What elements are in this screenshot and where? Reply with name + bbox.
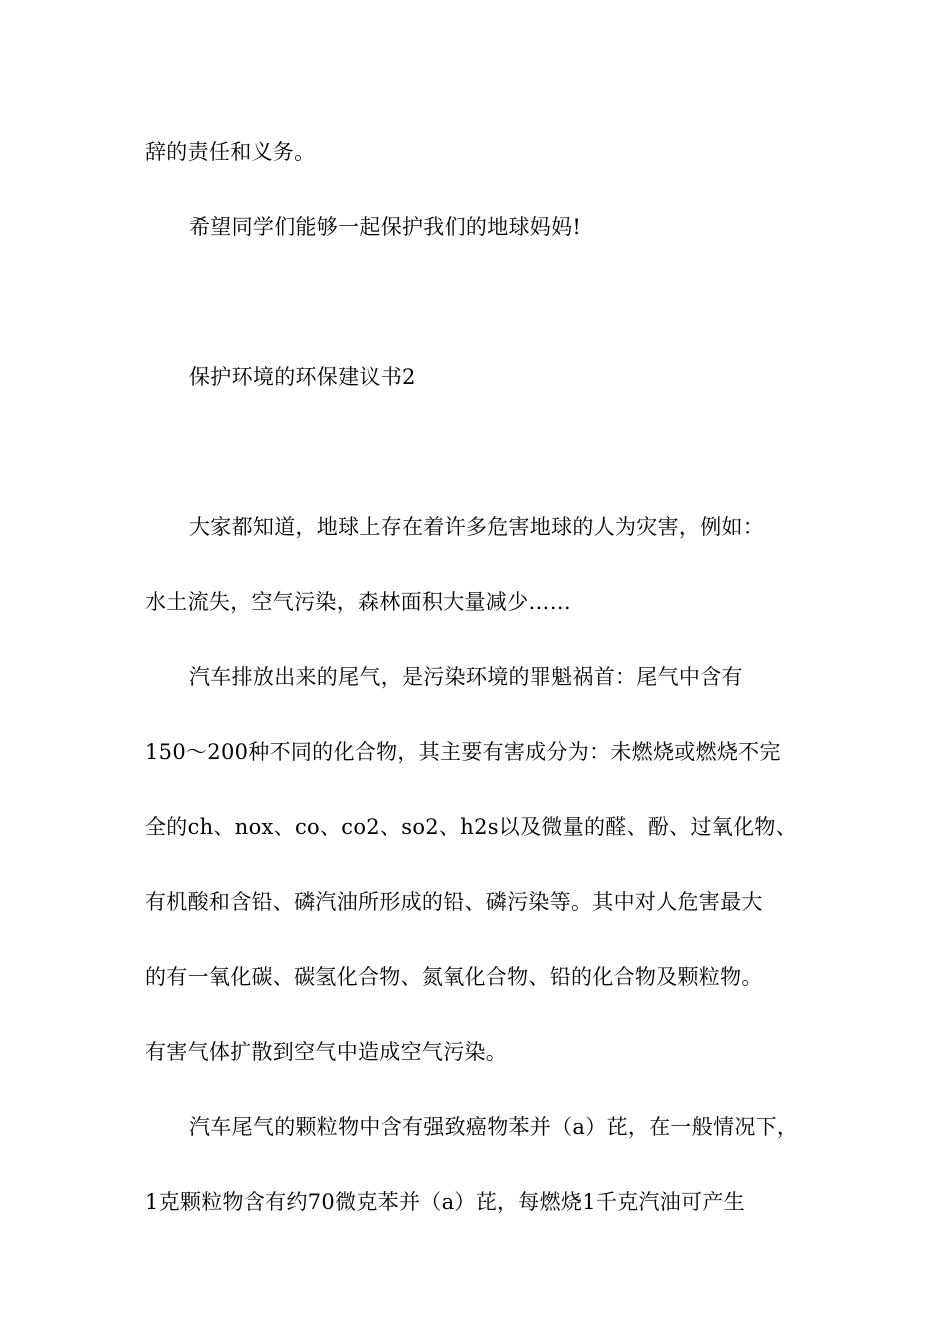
text-line-3: 大家都知道，地球上存在着许多危害地球的人为灾害，例如： [189,515,765,539]
text-line-4: 水土流失，空气污染，森林面积大量减少…… [145,590,571,614]
text-line-8: 有机酸和含铅、磷汽油所形成的铅、磷污染等。其中对人危害最大 [145,890,763,914]
text-line-1: 辞的责任和义务。 [145,140,316,164]
text-line-6: 150～200种不同的化合物，其主要有害成分为：未燃烧或燃烧不完 [145,740,781,764]
text-line-7: 全的ch、nox、co、co2、so2、h2s以及微量的醛、酚、过氧化物、 [145,815,798,839]
text-line-5: 汽车排放出来的尾气，是污染环境的罪魁祸首：尾气中含有 [189,665,743,689]
section-heading: 保护环境的环保建议书2 [189,365,416,389]
text-line-10: 有害气体扩散到空气中造成空气污染。 [145,1040,508,1064]
text-line-2: 希望同学们能够一起保护我们的地球妈妈! [189,215,582,239]
text-line-12: 1克颗粒物含有约70微克苯并（a）芘，每燃烧1千克汽油可产生 [145,1190,745,1214]
text-line-9: 的有一氧化碳、碳氢化合物、氮氧化合物、铅的化合物及颗粒物。 [145,965,763,989]
text-line-11: 汽车尾气的颗粒物中含有强致癌物苯并（a）芘，在一般情况下， [189,1115,799,1139]
